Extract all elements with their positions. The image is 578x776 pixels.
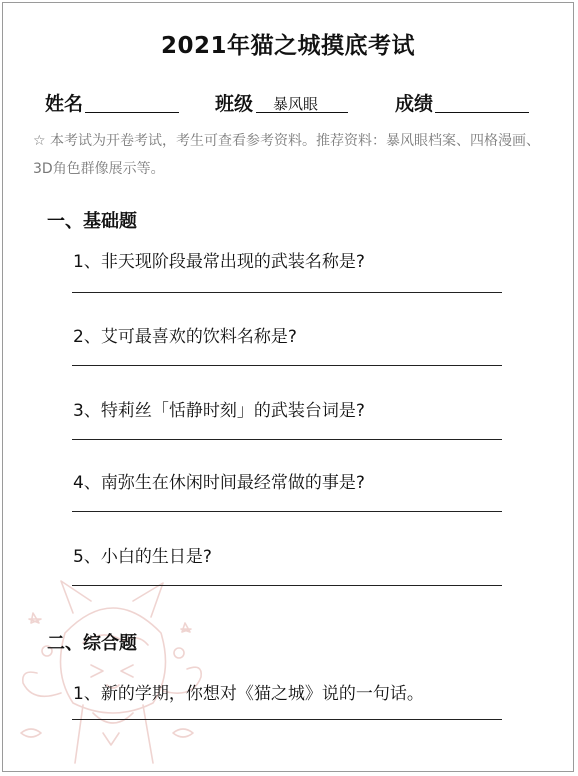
score-label: 成绩: [395, 93, 434, 115]
question-1-2: 2、艾可最喜欢的饮料名称是?: [73, 327, 297, 347]
question-1-4: 4、南弥生在休闲时间最经常做的事是?: [73, 473, 365, 493]
section-comprehensive-title: 二、综合题: [47, 633, 137, 654]
answer-line-1-1[interactable]: [72, 292, 502, 293]
answer-line-1-5[interactable]: [72, 585, 502, 586]
section-basic-title: 一、基础题: [47, 211, 137, 232]
exam-paper: [2, 2, 574, 772]
answer-line-1-2[interactable]: [72, 365, 502, 366]
answer-line-2-1[interactable]: [72, 719, 502, 720]
question-1-5: 5、小白的生日是?: [73, 547, 212, 567]
score-field[interactable]: [435, 112, 529, 113]
answer-line-1-4[interactable]: [72, 511, 502, 512]
answer-line-1-3[interactable]: [72, 439, 502, 440]
question-2-1: 1、新的学期，你想对《猫之城》说的一句话。: [73, 684, 424, 704]
exam-notice: ☆ 本考试为开卷考试，考生可查看参考资料。推荐资料：暴风眼档案、四格漫画、3D角色群像展示等。: [33, 133, 540, 177]
exam-title: 2021年猫之城摸底考试: [160, 33, 415, 59]
name-label: 姓名: [45, 93, 84, 115]
chibi-cat-girl-watermark-icon: [3, 573, 218, 772]
class-label: 班级: [215, 93, 254, 115]
name-field[interactable]: [85, 112, 179, 113]
question-1-1: 1、非天现阶段最常出现的武装名称是?: [73, 252, 365, 272]
class-value: 暴风眼: [273, 95, 319, 113]
question-1-3: 3、特莉丝「恬静时刻」的武装台词是?: [73, 401, 365, 421]
